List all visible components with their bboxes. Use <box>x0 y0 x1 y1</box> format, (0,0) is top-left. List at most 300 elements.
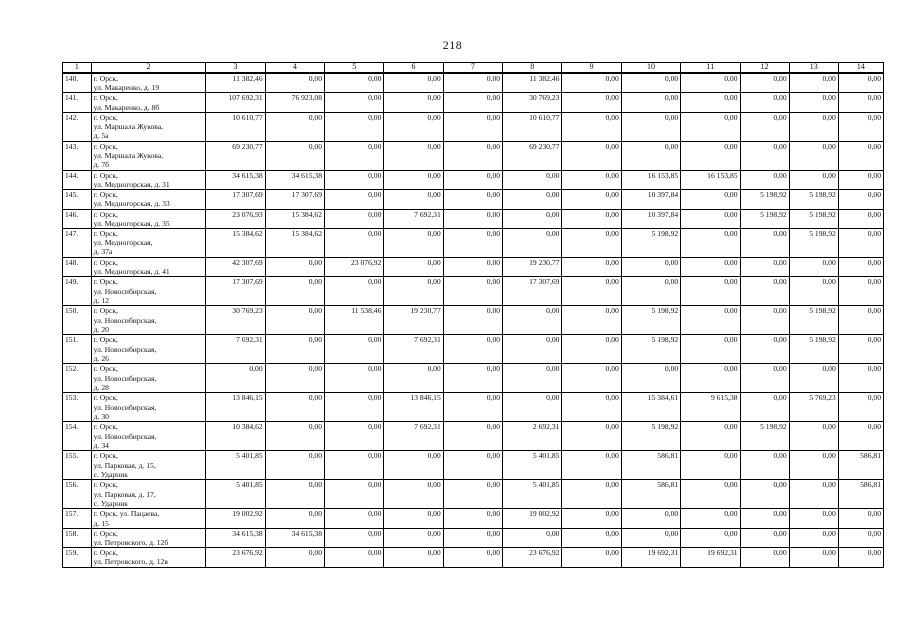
value-cell: 0,00 <box>325 73 384 93</box>
value-cell: 0,00 <box>265 480 324 509</box>
value-cell: 0,00 <box>740 335 789 364</box>
value-cell: 0,00 <box>265 422 324 451</box>
value-cell: 0,00 <box>740 93 789 112</box>
value-cell: 586,81 <box>621 451 680 480</box>
address-line: ул. Новосибирская, <box>93 286 157 296</box>
value-cell: 7 692,31 <box>384 422 443 451</box>
value-cell: 0,00 <box>443 364 502 393</box>
value-cell: 5 198,92 <box>789 335 838 364</box>
value-cell: 5 198,92 <box>740 190 789 209</box>
value-cell: 0,00 <box>443 480 502 509</box>
value-cell: 5 198,92 <box>621 335 680 364</box>
value-cell: 0,00 <box>838 141 883 170</box>
address-cell <box>91 229 206 258</box>
value-cell: 15 384,62 <box>265 209 324 228</box>
address-line: с. Ударник <box>93 498 128 508</box>
value-cell: 0,00 <box>681 422 740 451</box>
table-row <box>63 422 884 451</box>
address-line: д. 5а <box>93 131 109 141</box>
value-cell: 5 198,92 <box>740 422 789 451</box>
address-cell <box>91 112 206 141</box>
value-cell: 0,00 <box>443 306 502 335</box>
value-cell: 0,00 <box>740 258 789 277</box>
value-cell: 17 307,69 <box>265 190 324 209</box>
value-cell: 0,00 <box>503 364 562 393</box>
value-cell: 0,00 <box>443 393 502 422</box>
value-cell: 0,00 <box>325 335 384 364</box>
value-cell: 5 401,85 <box>503 451 562 480</box>
value-cell: 0,00 <box>789 73 838 93</box>
address-line: д. 12 <box>93 295 109 305</box>
column-header: 4 <box>265 63 324 74</box>
address-cell <box>91 306 206 335</box>
value-cell: 23 076,93 <box>206 209 265 228</box>
address-line: д. 30 <box>93 411 109 421</box>
value-cell: 34 615,38 <box>265 528 324 547</box>
address-line: д. 26 <box>93 353 109 363</box>
table-row <box>63 393 884 422</box>
value-cell: 17 307,69 <box>206 277 265 306</box>
value-cell: 0,00 <box>562 141 621 170</box>
value-cell: 16 153,85 <box>681 170 740 189</box>
value-cell: 5 769,23 <box>789 393 838 422</box>
value-cell: 0,00 <box>265 548 324 567</box>
value-cell: 0,00 <box>384 190 443 209</box>
value-cell: 0,00 <box>681 258 740 277</box>
value-cell: 0,00 <box>503 209 562 228</box>
value-cell: 0,00 <box>681 229 740 258</box>
value-cell: 0,00 <box>384 170 443 189</box>
value-cell: 0,00 <box>740 451 789 480</box>
value-cell: 0,00 <box>325 93 384 112</box>
table-row <box>63 548 884 567</box>
value-cell: 0,00 <box>681 141 740 170</box>
value-cell: 0,00 <box>384 229 443 258</box>
address-cell <box>91 170 206 189</box>
value-cell: 5 198,92 <box>789 306 838 335</box>
value-cell: 0,00 <box>384 73 443 93</box>
column-header: 5 <box>325 63 384 74</box>
value-cell: 0,00 <box>325 209 384 228</box>
value-cell: 0,00 <box>838 209 883 228</box>
row-number: 147. <box>63 229 92 258</box>
address-line: д. 15 <box>93 518 109 528</box>
column-header: 1 <box>63 63 92 74</box>
address-cell <box>91 335 206 364</box>
value-cell: 0,00 <box>838 112 883 141</box>
address-line: г. Орск, <box>93 209 118 219</box>
address-line: г. Орск, <box>93 451 118 461</box>
address-line: ул. Медногорская, д. 35 <box>93 218 170 228</box>
address-line: ул. Петровского, д. 12б <box>93 538 169 548</box>
value-cell: 0,00 <box>562 277 621 306</box>
row-number: 143. <box>63 141 92 170</box>
value-cell: 0,00 <box>838 93 883 112</box>
value-cell: 0,00 <box>503 335 562 364</box>
column-header: 2 <box>91 63 206 74</box>
column-header: 3 <box>206 63 265 74</box>
value-cell: 0,00 <box>384 277 443 306</box>
value-cell: 0,00 <box>621 364 680 393</box>
row-number: 152. <box>63 364 92 393</box>
value-cell: 0,00 <box>740 112 789 141</box>
address-line: г. Орск, <box>93 277 118 287</box>
value-cell: 0,00 <box>562 112 621 141</box>
value-cell: 0,00 <box>443 258 502 277</box>
value-cell: 0,00 <box>789 528 838 547</box>
value-cell: 0,00 <box>621 509 680 528</box>
value-cell: 23 676,92 <box>206 548 265 567</box>
value-cell: 0,00 <box>681 277 740 306</box>
value-cell: 0,00 <box>384 93 443 112</box>
value-cell: 0,00 <box>384 364 443 393</box>
value-cell: 16 153,85 <box>621 170 680 189</box>
value-cell: 0,00 <box>325 190 384 209</box>
value-cell: 0,00 <box>384 451 443 480</box>
row-number: 155. <box>63 451 92 480</box>
value-cell: 0,00 <box>443 73 502 93</box>
value-cell: 0,00 <box>562 364 621 393</box>
address-cell <box>91 364 206 393</box>
value-cell: 30 769,23 <box>503 93 562 112</box>
value-cell: 0,00 <box>443 93 502 112</box>
row-number: 150. <box>63 306 92 335</box>
value-cell: 0,00 <box>265 364 324 393</box>
value-cell: 0,00 <box>443 451 502 480</box>
value-cell: 10 397,84 <box>621 190 680 209</box>
value-cell: 0,00 <box>265 73 324 93</box>
value-cell: 0,00 <box>740 277 789 306</box>
column-header: 13 <box>789 63 838 74</box>
address-cell <box>91 258 206 277</box>
value-cell: 0,00 <box>740 528 789 547</box>
value-cell: 0,00 <box>325 364 384 393</box>
value-cell: 0,00 <box>562 451 621 480</box>
value-cell: 0,00 <box>681 209 740 228</box>
row-number: 153. <box>63 393 92 422</box>
value-cell: 19 230,77 <box>503 258 562 277</box>
address-cell <box>91 209 206 228</box>
value-cell: 0,00 <box>562 306 621 335</box>
value-cell: 0,00 <box>681 528 740 547</box>
value-cell: 0,00 <box>384 258 443 277</box>
address-cell <box>91 548 206 567</box>
value-cell: 15 384,62 <box>206 229 265 258</box>
value-cell: 5 198,92 <box>789 209 838 228</box>
address-cell <box>91 451 206 480</box>
value-cell: 15 384,62 <box>265 229 324 258</box>
value-cell: 19 002,92 <box>503 509 562 528</box>
value-cell: 0,00 <box>621 73 680 93</box>
value-cell: 30 769,23 <box>206 306 265 335</box>
value-cell: 5 401,85 <box>503 480 562 509</box>
value-cell: 0,00 <box>838 393 883 422</box>
value-cell: 0,00 <box>562 209 621 228</box>
value-cell: 0,00 <box>838 422 883 451</box>
value-cell: 7 692,31 <box>384 209 443 228</box>
value-cell: 69 230,77 <box>503 141 562 170</box>
row-number: 142. <box>63 112 92 141</box>
value-cell: 0,00 <box>681 364 740 393</box>
value-cell: 0,00 <box>789 422 838 451</box>
value-cell: 0,00 <box>838 335 883 364</box>
value-cell: 0,00 <box>838 190 883 209</box>
value-cell: 0,00 <box>265 451 324 480</box>
value-cell: 19 692,31 <box>621 548 680 567</box>
value-cell: 0,00 <box>325 548 384 567</box>
address-line: г. Орск, <box>93 112 118 122</box>
row-number: 157. <box>63 509 92 528</box>
address-line: ул. Новосибирская, <box>93 315 157 325</box>
table-row <box>63 190 884 209</box>
column-header: 7 <box>443 63 502 74</box>
address-line: ул. Маршала Жукова, <box>93 151 164 161</box>
value-cell: 0,00 <box>265 258 324 277</box>
value-cell: 0,00 <box>681 190 740 209</box>
value-cell: 0,00 <box>562 258 621 277</box>
value-cell: 2 692,31 <box>503 422 562 451</box>
value-cell: 0,00 <box>325 480 384 509</box>
value-cell: 10 610,77 <box>206 112 265 141</box>
value-cell: 0,00 <box>384 480 443 509</box>
value-cell: 0,00 <box>789 509 838 528</box>
row-number: 141. <box>63 93 92 112</box>
address-line: ул. Новосибирская, <box>93 344 157 354</box>
data-table <box>62 62 884 568</box>
address-line: г. Орск, <box>93 335 118 345</box>
value-cell: 7 692,31 <box>384 335 443 364</box>
value-cell: 0,00 <box>443 229 502 258</box>
value-cell: 0,00 <box>838 170 883 189</box>
value-cell: 0,00 <box>325 509 384 528</box>
value-cell: 11 382,46 <box>206 73 265 93</box>
address-cell <box>91 190 206 209</box>
table-row <box>63 258 884 277</box>
address-line: г. Орск, <box>93 393 118 403</box>
address-line: г. Орск, ул. Пацаева, <box>93 509 160 519</box>
address-line: г. Орск, <box>93 258 118 268</box>
table-row <box>63 335 884 364</box>
value-cell: 0,00 <box>443 509 502 528</box>
row-number: 149. <box>63 277 92 306</box>
value-cell: 19 230,77 <box>384 306 443 335</box>
table-row <box>63 229 884 258</box>
value-cell: 5 198,92 <box>621 422 680 451</box>
value-cell: 11 382,46 <box>503 73 562 93</box>
table-row <box>63 277 884 306</box>
value-cell: 0,00 <box>562 335 621 364</box>
value-cell: 0,00 <box>789 170 838 189</box>
address-line: ул. Парковая, д. 15, <box>93 460 156 470</box>
value-cell: 0,00 <box>621 93 680 112</box>
value-cell: 0,00 <box>265 141 324 170</box>
value-cell: 0,00 <box>384 548 443 567</box>
value-cell: 0,00 <box>789 112 838 141</box>
value-cell: 0,00 <box>789 451 838 480</box>
table-row <box>63 93 884 112</box>
address-line: г. Орск, <box>93 93 118 103</box>
value-cell: 0,00 <box>443 170 502 189</box>
value-cell: 19 692,31 <box>681 548 740 567</box>
address-cell <box>91 93 206 112</box>
address-line: д. 28 <box>93 382 109 392</box>
value-cell: 0,00 <box>562 73 621 93</box>
value-cell: 0,00 <box>681 335 740 364</box>
value-cell: 0,00 <box>384 528 443 547</box>
value-cell: 0,00 <box>384 112 443 141</box>
address-cell <box>91 73 206 93</box>
value-cell: 0,00 <box>838 509 883 528</box>
value-cell: 0,00 <box>838 364 883 393</box>
table-row <box>63 306 884 335</box>
row-number: 144. <box>63 170 92 189</box>
address-line: ул. Новосибирская, <box>93 431 157 441</box>
value-cell: 0,00 <box>265 277 324 306</box>
address-cell <box>91 277 206 306</box>
value-cell: 0,00 <box>265 335 324 364</box>
value-cell: 0,00 <box>503 190 562 209</box>
value-cell: 5 401,85 <box>206 480 265 509</box>
row-number: 151. <box>63 335 92 364</box>
value-cell: 0,00 <box>562 509 621 528</box>
value-cell: 0,00 <box>740 229 789 258</box>
value-cell: 0,00 <box>838 277 883 306</box>
value-cell: 0,00 <box>789 364 838 393</box>
value-cell: 5 401,85 <box>206 451 265 480</box>
table-row <box>63 364 884 393</box>
value-cell: 0,00 <box>443 277 502 306</box>
value-cell: 10 610,77 <box>503 112 562 141</box>
value-cell: 19 002,92 <box>206 509 265 528</box>
value-cell: 0,00 <box>325 528 384 547</box>
value-cell: 0,00 <box>443 112 502 141</box>
value-cell: 0,00 <box>681 509 740 528</box>
address-line: ул. Макаренко, д. 19 <box>93 83 160 93</box>
value-cell: 17 307,69 <box>206 190 265 209</box>
address-line: г. Орск, <box>93 74 118 83</box>
value-cell: 0,00 <box>838 548 883 567</box>
value-cell: 42 307,69 <box>206 258 265 277</box>
value-cell: 0,00 <box>443 422 502 451</box>
value-cell: 0,00 <box>503 229 562 258</box>
address-line: д. 37а <box>93 247 113 257</box>
value-cell: 586,81 <box>838 451 883 480</box>
value-cell: 0,00 <box>325 141 384 170</box>
address-line: ул. Новосибирская, <box>93 402 157 412</box>
address-line: ул. Медногорская, <box>93 238 153 248</box>
address-cell <box>91 422 206 451</box>
value-cell: 0,00 <box>265 393 324 422</box>
value-cell: 0,00 <box>681 451 740 480</box>
value-cell: 0,00 <box>325 451 384 480</box>
row-number: 156. <box>63 480 92 509</box>
value-cell: 0,00 <box>443 335 502 364</box>
value-cell: 0,00 <box>503 528 562 547</box>
value-cell: 0,00 <box>838 73 883 93</box>
address-line: г. Орск, <box>93 229 118 239</box>
value-cell: 0,00 <box>681 112 740 141</box>
value-cell: 7 692,31 <box>206 335 265 364</box>
value-cell: 5 198,92 <box>621 229 680 258</box>
value-cell: 0,00 <box>325 393 384 422</box>
column-header: 12 <box>740 63 789 74</box>
table-row <box>63 73 884 93</box>
value-cell: 23 676,92 <box>503 548 562 567</box>
address-line: ул. Новосибирская, <box>93 373 157 383</box>
address-line: г. Орск, <box>93 422 118 432</box>
column-header: 9 <box>562 63 621 74</box>
value-cell: 0,00 <box>681 306 740 335</box>
table-row <box>63 112 884 141</box>
value-cell: 0,00 <box>325 277 384 306</box>
value-cell: 13 846,15 <box>384 393 443 422</box>
value-cell: 0,00 <box>562 190 621 209</box>
value-cell: 5 198,92 <box>789 229 838 258</box>
column-header: 11 <box>681 63 740 74</box>
value-cell: 0,00 <box>789 258 838 277</box>
table-row <box>63 170 884 189</box>
value-cell: 0,00 <box>681 73 740 93</box>
value-cell: 0,00 <box>325 229 384 258</box>
value-cell: 0,00 <box>325 170 384 189</box>
value-cell: 0,00 <box>265 509 324 528</box>
table-row <box>63 209 884 228</box>
value-cell: 0,00 <box>562 528 621 547</box>
header-row <box>63 63 884 74</box>
value-cell: 0,00 <box>740 480 789 509</box>
value-cell: 0,00 <box>562 480 621 509</box>
value-cell: 0,00 <box>740 509 789 528</box>
address-cell <box>91 393 206 422</box>
value-cell: 0,00 <box>503 170 562 189</box>
value-cell: 0,00 <box>206 364 265 393</box>
value-cell: 0,00 <box>838 258 883 277</box>
address-line: г. Орск, <box>93 548 118 558</box>
table-row <box>63 528 884 547</box>
value-cell: 0,00 <box>789 548 838 567</box>
value-cell: 0,00 <box>681 93 740 112</box>
value-cell: 5 198,92 <box>621 306 680 335</box>
value-cell: 0,00 <box>443 190 502 209</box>
value-cell: 23 076,92 <box>325 258 384 277</box>
address-cell <box>91 141 206 170</box>
value-cell: 586,81 <box>621 480 680 509</box>
value-cell: 0,00 <box>740 548 789 567</box>
address-cell <box>91 480 206 509</box>
row-number: 154. <box>63 422 92 451</box>
address-line: г. Орск, <box>93 480 118 490</box>
value-cell: 5 198,92 <box>740 209 789 228</box>
table-row <box>63 509 884 528</box>
value-cell: 0,00 <box>325 422 384 451</box>
value-cell: 9 615,38 <box>681 393 740 422</box>
row-number: 158. <box>63 528 92 547</box>
value-cell: 0,00 <box>789 141 838 170</box>
value-cell: 0,00 <box>621 112 680 141</box>
value-cell: 0,00 <box>384 509 443 528</box>
column-header: 14 <box>838 63 883 74</box>
value-cell: 0,00 <box>325 112 384 141</box>
value-cell: 5 198,92 <box>789 190 838 209</box>
value-cell: 0,00 <box>740 393 789 422</box>
value-cell: 11 538,46 <box>325 306 384 335</box>
value-cell: 17 307,69 <box>503 277 562 306</box>
table-row <box>63 480 884 509</box>
value-cell: 13 846,15 <box>206 393 265 422</box>
value-cell: 10 384,62 <box>206 422 265 451</box>
address-line: ул. Медногорская, д. 41 <box>93 267 170 277</box>
row-number: 148. <box>63 258 92 277</box>
